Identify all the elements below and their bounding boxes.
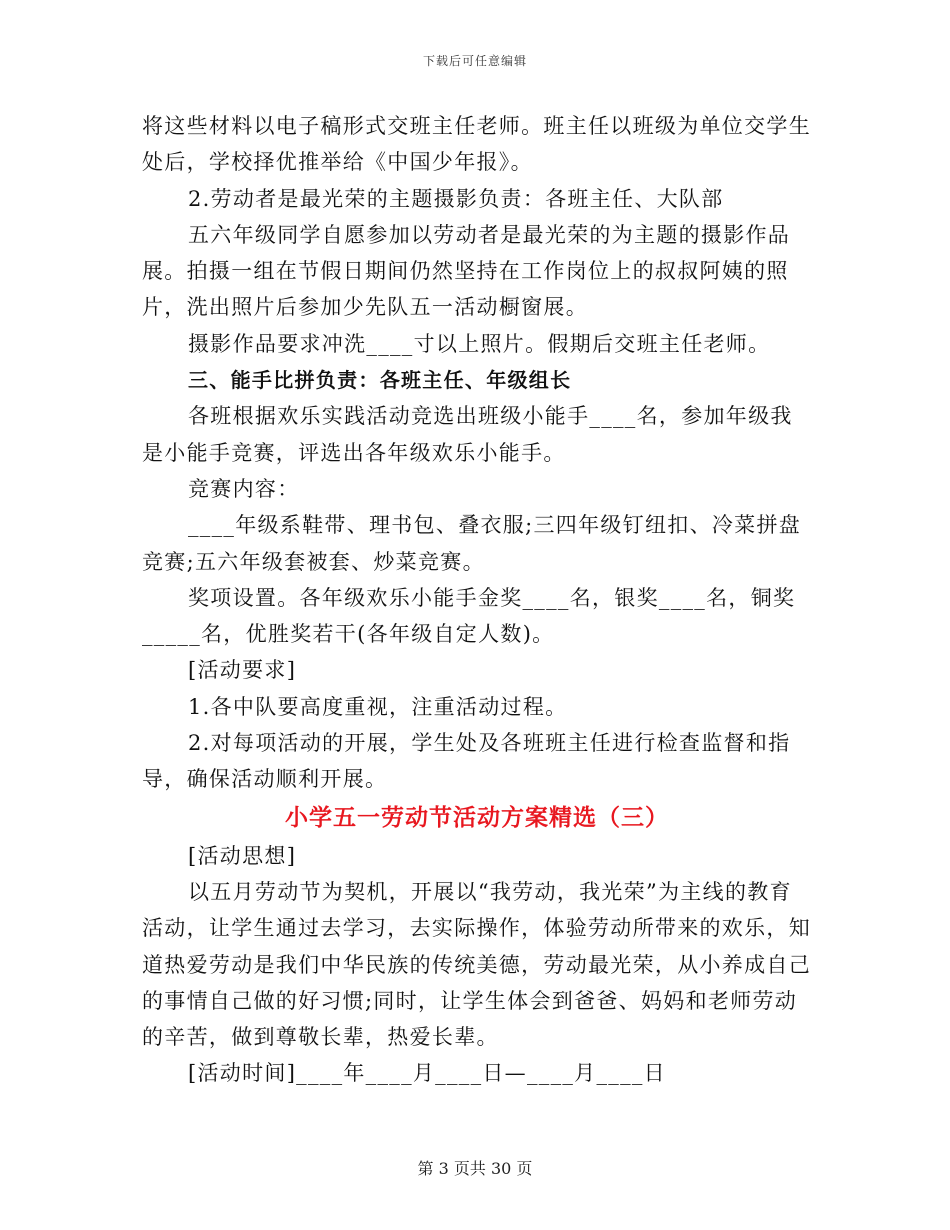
paragraph-photo-exhibition: 五六年级同学自愿参加以劳动者是最光荣的为主题的摄影作品展。拍摄一组在节假日期间仍然坚持在工作岗位上的叔叔阿姨的照片，洗出照片后参加少先队五一活动橱窗展。 — [142, 222, 791, 320]
page-number: 第 3 页共 30 页 — [417, 1159, 533, 1178]
page-header-note: 下载后可任意编辑 — [422, 54, 527, 68]
requirement-item-1: 1.各中队要高度重视，注重活动过程。 — [188, 694, 568, 719]
requirement-item-2: 2.对每项活动的开展，学生处及各班班主任进行检查监督和指导，确保活动顺利开展。 — [142, 731, 791, 792]
paragraph-class-selection: 各班根据欢乐实践活动竞选出班级小能手____名，参加年级我是小能手竞赛，评选出各年级欢乐小能手。 — [142, 404, 793, 465]
item-photo-theme: 2.劳动者是最光荣的主题摄影负责：各班主任、大队部 — [188, 186, 724, 211]
paragraph-activity-idea: 以五月劳动节为契机，开展以“我劳动，我光荣”为主线的教育活动，让学生通过去学习，去实际操作，体验劳动所带来的欢乐，知道热爱劳动是我们中华民族的传统美德，劳动最光荣，从小养成自己的事情自己做的好习惯;同时，让学生体会到爸爸、妈妈和老师劳动的辛苦，做到尊敬长辈，热爱长辈。 — [142, 879, 811, 1050]
section-title-plan-three: 小学五一劳动节活动方案精选（三） — [285, 804, 669, 831]
paragraph-photo-requirement: 摄影作品要求冲洗____寸以上照片。假期后交班主任老师。 — [188, 331, 771, 356]
paragraph-submit-materials: 将这些材料以电子稿形式交班主任老师。班主任以班级为单位交学生处后，学校择优推举给《中国少年报》。 — [142, 114, 811, 175]
document-body — [142, 108, 812, 1092]
paragraph-awards: 奖项设置。各年级欢乐小能手金奖____名，银奖____名，铜奖_____名，优胜奖若干(各年级自定人数)。 — [142, 585, 796, 647]
section-heading-competition: 三、能手比拼负责：各班主任、年级组长 — [188, 368, 572, 393]
paragraph-competition-items: ____年级系鞋带、理书包、叠衣服;三四年级钉纽扣、冷菜拼盘竞赛;五六年级套被套、炒菜竞赛。 — [142, 513, 802, 574]
paragraph-activity-time: [活动时间]____年____月____日—____月____日 — [188, 1061, 666, 1086]
label-activity-idea: [活动思想] — [188, 843, 297, 868]
label-activity-requirements: [活动要求] — [188, 658, 297, 683]
label-competition-content: 竞赛内容： — [188, 476, 300, 501]
